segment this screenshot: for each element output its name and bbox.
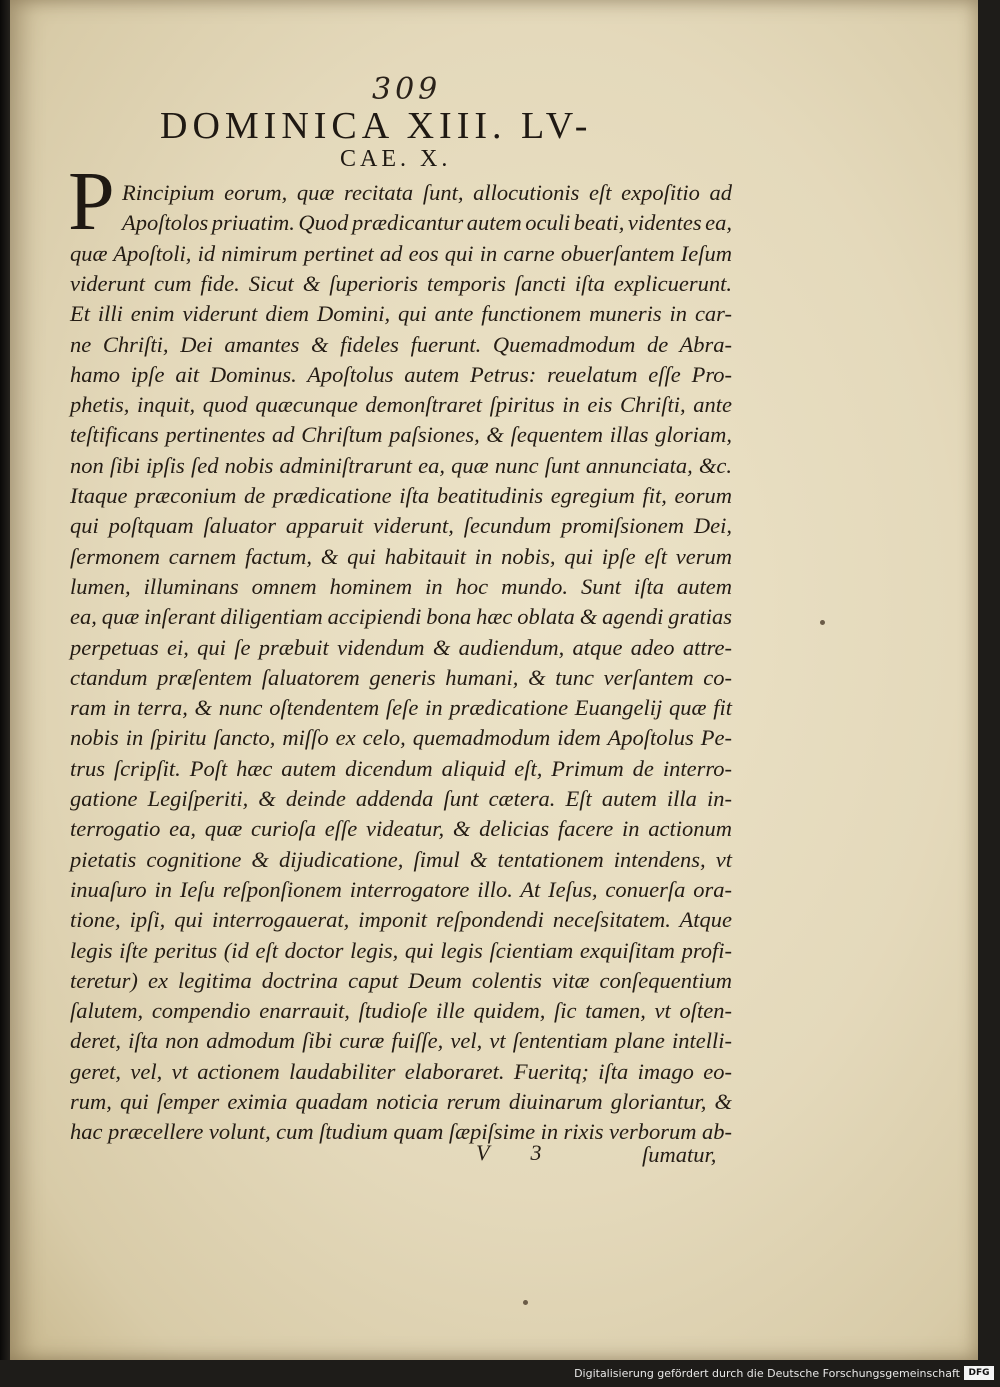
body-text-line: ram in terra, & nunc oſtendentem ſeſe in prædicatione Euangelij quæ fit (70, 695, 732, 721)
body-text-line: lumen, illuminans omnem hominem in hoc mundo. Sunt iſta autem (70, 573, 732, 599)
body-text-line: ne Chriſti, Dei amantes & fideles fuerunt. Quemadmodum de Abra- (70, 331, 732, 357)
body-text-line: Rincipium eorum, quæ recitata ſunt, allocutionis eſt expoſitio ad (122, 180, 732, 205)
body-text-line: ſermonem carnem factum, & qui habitauit in nobis, qui ipſe eſt verum (70, 543, 732, 569)
signature-mark: V 3 (476, 1140, 560, 1165)
body-text-line: nobis in ſpiritu ſancto, miſſo ex celo, quemadmodum idem Apoſtolus Pe- (70, 725, 732, 751)
body-text-line: phetis, inquit, quod quæcunque demonſtraret ſpiritus in eis Chriſti, ante (70, 392, 732, 418)
body-text-line: teſtificans pertinentes ad Chriſtum paſsiones, & ſequentem illas gloriam, (70, 422, 732, 448)
body-text-line: rum, qui ſemper eximia quadam noticia rerum diuinarum gloriantur, & (70, 1089, 732, 1114)
book-page (10, 0, 978, 1360)
body-text-line: trus ſcripſit. Poſt hæc autem dicendum aliquid eſt, Primum de interro- (70, 755, 732, 781)
body-text-line: teretur) ex legitima doctrina caput Deum colentis vitæ conſequentium (70, 967, 732, 993)
page-number: 309 (372, 72, 442, 107)
body-text-line: non ſibi ipſis ſed nobis adminiſtrarunt ea, quæ nunc ſunt annunciata, &c. (70, 452, 732, 478)
body-text-line: pietatis cognitione & dijudicatione, ſimul & tentationem intendens, vt (70, 846, 732, 872)
body-text-line: hac præcellere volunt, cum ſtudium quam ſæpiſsime in rixis verborum ab- (70, 1119, 732, 1145)
chapter-heading-continuation: CAE. X. (340, 146, 452, 172)
body-text-line: perpetuas ei, qui ſe præbuit videndum & audiendum, atque adeo attre- (70, 634, 732, 660)
body-text-line: quæ Apoſtoli, id nimirum pertinet ad eos qui in carne obuerſantem Ieſum (70, 240, 732, 266)
body-text-line: hamo ipſe ait Dominus. Apoſtolus autem Petrus: reuelatum eſſe Pro- (70, 361, 732, 387)
body-text-line: ſalutem, compendio enarrauit, ſtudioſe ille quidem, ſic tamen, vt oſten- (70, 998, 732, 1024)
body-text-line: ctandum præſentem ſaluatorem generis humani, & tunc verſantem co- (70, 664, 732, 690)
body-text-line: legis iſte peritus (id eſt doctor legis, qui legis ſcientiam exquiſitam profi- (70, 937, 732, 963)
body-text-line: inuaſuro in Ieſu reſponſionem interrogatore illo. At Ieſus, conuerſa ora- (70, 876, 732, 902)
body-text-line: qui poſtquam ſaluator apparuit viderunt, ſecundum promiſsionem Dei, (70, 513, 732, 539)
body-text-line: Itaque præconium de prædicatione iſta beatitudinis egregium fit, eorum (70, 483, 732, 508)
body-text-line: deret, iſta non admodum ſibi curæ fuiſſe, vel, vt ſententiam plane intelli- (70, 1028, 732, 1054)
body-text-line: gatione Legiſperiti, & deinde addenda ſunt cætera. Eſt autem illa in- (70, 786, 732, 811)
catchword: ſumatur, (642, 1142, 717, 1167)
body-text-line: tione, ipſi, qui interrogauerat, imponit reſpondendi neceſsitatem. Atque (70, 907, 732, 933)
drop-cap: P (68, 155, 115, 248)
body-text-line: viderunt cum fide. Sicut & ſuperioris temporis ſancti iſta explicuerunt. (70, 270, 732, 296)
body-text-line: ea, quæ inſerant diligentiam accipiendi bona hæc oblata & agendi gratias (70, 604, 732, 630)
body-text-line: geret, vel, vt actionem laudabiliter elaboraret. Fueritq; iſta imago eo- (70, 1058, 732, 1084)
body-text-line: terrogatio ea, quæ curioſa eſſe videatur, & delicias facere in actionum (70, 816, 732, 842)
paper-speck (523, 1300, 528, 1305)
body-text-line: Et illi enim viderunt diem Domini, qui ante functionem muneris in car- (70, 301, 732, 327)
paper-speck (820, 620, 825, 625)
body-text-line: Apoſtolos priuatim. Quod prædicantur autem oculi beati, videntes ea, (122, 210, 732, 236)
digitization-credit: Digitalisierung gefördert durch die Deutsche Forschungsgemeinschaft (574, 1367, 960, 1380)
dfg-logo: DFG (964, 1366, 994, 1380)
chapter-heading: DOMINICA XIII. LV- (160, 105, 593, 147)
